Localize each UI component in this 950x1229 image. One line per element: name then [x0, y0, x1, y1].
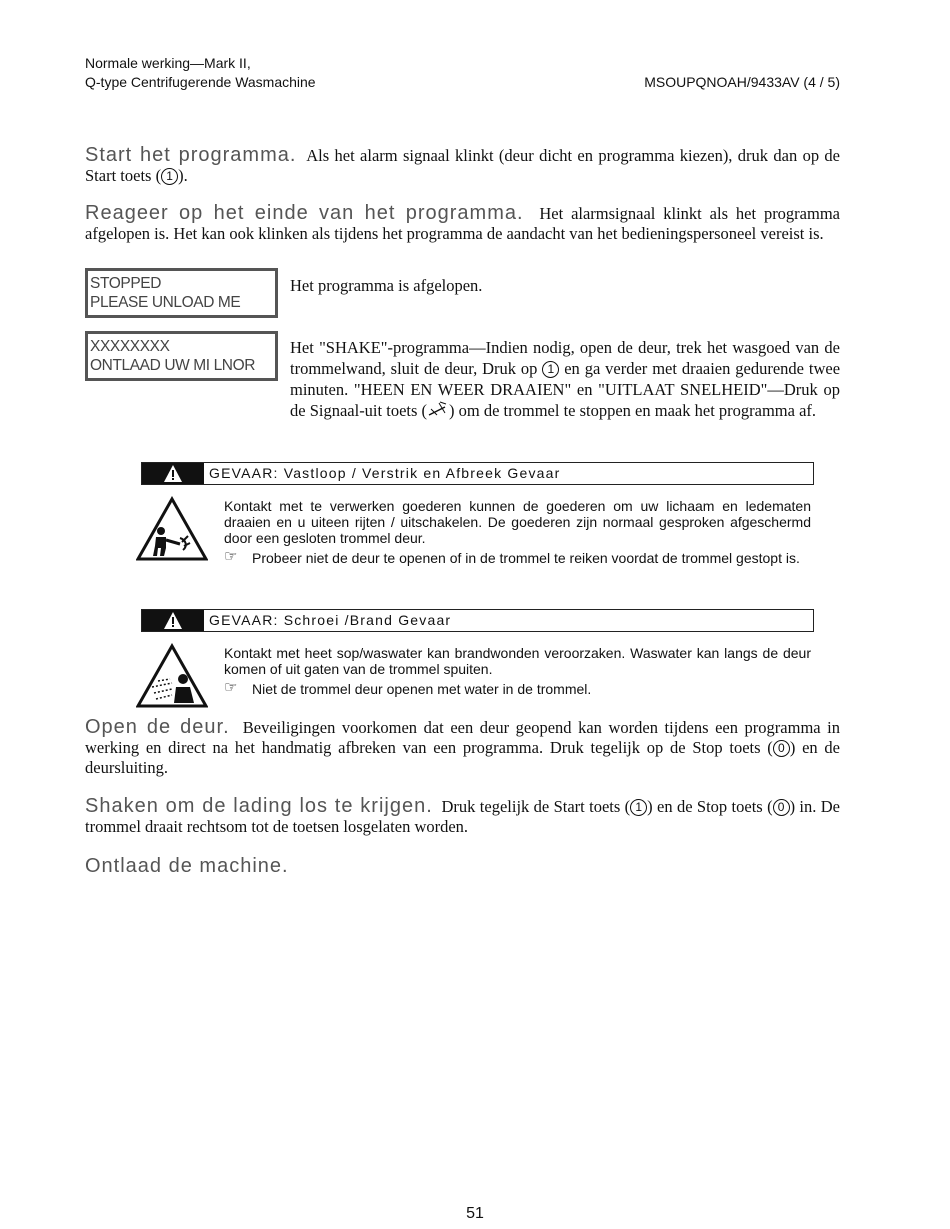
warning-burn [136, 609, 814, 697]
display-description-shake [290, 337, 840, 421]
section-text: Beveiligingen voorkomen dat een deur geopend kan worden tijdens een programma in werking en direct na het handmatig afbreken van een programma. Druk tegelijk op de Stop toets ( [85, 718, 840, 757]
warning-text: Kontakt met te verwerken goederen kunnen de goederen om uw lichaam en ledematen draaien en u uiteen rijten / uitschakelen. De goederen zijn normaal gesproken afgeschermd door een gesloten trommel deur. [224, 498, 811, 546]
pointing-hand-icon: ☞ [224, 679, 238, 696]
warning-title: GEVAAR: Vastloop / Verstrik en Afbreek Gevaar [209, 465, 561, 481]
section-text: Als het alarm signaal klinkt (deur dicht en programma kiezen), druk dan op de Start toets ( [85, 146, 841, 185]
warning-bullet [224, 550, 811, 566]
desc-text: Het "SHAKE"-programma—Indien nodig, open de deur, trek het wasgoed van de trommelwand, sluit de deur, Druk op [290, 338, 840, 378]
section-heading: Start het programma. [85, 144, 297, 166]
warning-bullet-text: Probeer niet de deur te openen of in de trommel te reiken voordat de trommel gestopt is. [252, 550, 800, 566]
stop-button-icon: 0 [773, 799, 790, 816]
section-text: ). [178, 166, 188, 185]
warning-entanglement [136, 462, 814, 566]
section-heading: Open de deur. [85, 716, 230, 738]
section-deur [85, 717, 840, 778]
section-heading: Ontlaad de machine. [85, 855, 289, 877]
entanglement-hazard-icon [136, 496, 208, 567]
warning-title-bar [141, 609, 814, 632]
warning-text: Kontakt met heet sop/waswater kan brandwonden veroorzaken. Waswater kan langs de deur komen of uit gaten van de trommel spuiten. [224, 645, 811, 677]
warning-triangle-icon [142, 610, 204, 631]
start-button-icon: 1 [542, 361, 559, 378]
header-doc-id: MSOUPQNOAH/9433AV (4 / 5) [644, 74, 840, 90]
start-button-icon: 1 [630, 799, 647, 816]
display-line: XXXXXXXX [90, 338, 170, 355]
warning-body [224, 498, 811, 566]
desc-text: ) om de trommel te stoppen en maak het programma af. [449, 401, 817, 420]
page-header [85, 54, 840, 92]
header-title-line2: Q-type Centrifugerende Wasmachine [85, 74, 316, 90]
warning-body [224, 645, 811, 697]
desc-text: en ga verder met draaien gedurende twee minuten. "HEEN EN WEER DRAAIEN" en "UITLAAT SNELHEID"—Druk op de Signaal-uit toets ( [290, 359, 841, 420]
start-button-icon: 1 [161, 168, 178, 185]
display-panel-stopped [85, 268, 278, 318]
page-number: 51 [466, 1205, 484, 1222]
burn-hazard-icon [136, 643, 208, 714]
pointing-hand-icon: ☞ [224, 548, 238, 565]
warning-title-bar [141, 462, 814, 485]
section-text: Het alarmsignaal klinkt als het programma afgelopen is. Het kan ook klinken als tijdens het programma de aandacht van het bedieningspersoneel vereist is. [85, 204, 840, 243]
section-text: ) en de deursluiting. [85, 738, 840, 777]
section-start [85, 145, 840, 186]
section-text: ) en de Stop toets ( [647, 797, 773, 816]
section-heading: Shaken om de lading los te krijgen. [85, 795, 433, 817]
header-title-line1: Normale werking—Mark II, [85, 55, 251, 71]
signal-off-icon [427, 401, 449, 420]
section-shaken [85, 796, 840, 837]
section-text: ) in. De trommel draait rechtsom tot de toetsen losgelaten worden. [85, 797, 840, 836]
warning-bullet [224, 681, 811, 697]
section-heading: Reageer op het einde van het programma. [85, 202, 524, 224]
warning-triangle-icon [142, 463, 204, 484]
section-text: Druk tegelijk de Start toets ( [441, 797, 631, 816]
display-line: STOPPED [90, 275, 161, 292]
section-ontlaad [85, 856, 840, 877]
display-panel-unload [85, 331, 278, 381]
display-description: Het programma is afgelopen. [290, 276, 483, 295]
warning-title: GEVAAR: Schroei /Brand Gevaar [209, 612, 452, 628]
display-line: PLEASE UNLOAD ME [90, 294, 241, 311]
stop-button-icon: 0 [773, 740, 790, 757]
warning-bullet-text: Niet de trommel deur openen met water in de trommel. [252, 681, 592, 697]
section-einde [85, 203, 840, 244]
display-line: ONTLAAD UW MI LNOR [90, 357, 256, 374]
